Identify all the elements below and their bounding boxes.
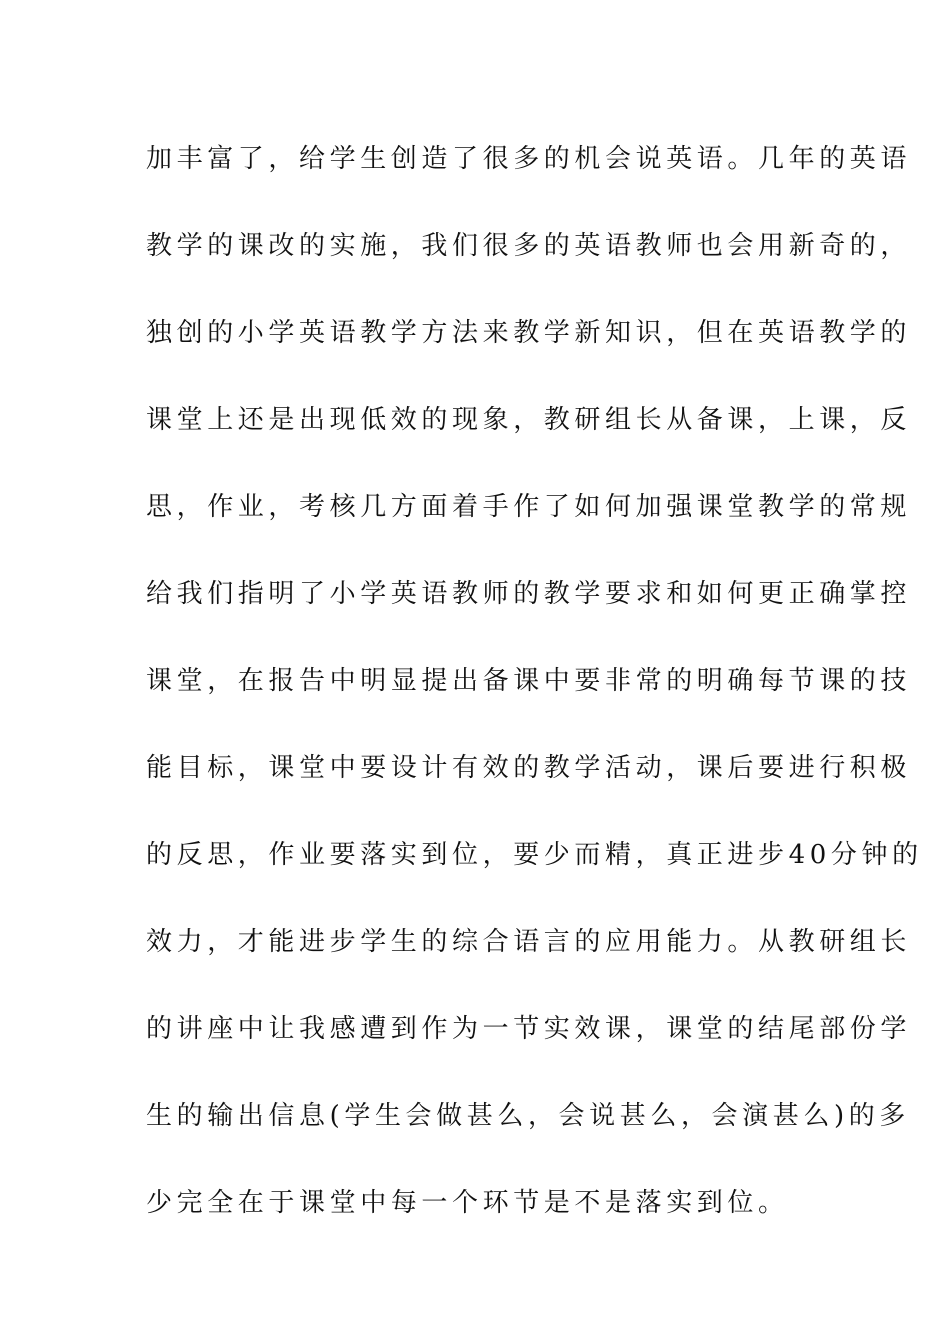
text-line: 课堂上还是出现低效的现象，教研组长从备课，上课，反 bbox=[146, 405, 912, 435]
text-line: 给我们指明了小学英语教师的教学要求和如何更正确掌控 bbox=[146, 579, 912, 609]
text-line: 能目标，课堂中要设计有效的教学活动，课后要进行积极 bbox=[146, 753, 912, 783]
text-line: 的讲座中让我感遭到作为一节实效课，课堂的结尾部份学 bbox=[146, 1014, 912, 1044]
text-line: 效力，才能进步学生的综合语言的应用能力。从教研组长 bbox=[146, 927, 912, 957]
text-line: 的反思，作业要落实到位，要少而精，真正进步40分钟的 bbox=[146, 840, 923, 870]
text-line: 独创的小学英语教学方法来教学新知识，但在英语教学的 bbox=[146, 318, 912, 348]
text-line: 加丰富了，给学生创造了很多的机会说英语。几年的英语 bbox=[146, 144, 912, 174]
text-line: 思，作业，考核几方面着手作了如何加强课堂教学的常规 bbox=[146, 492, 912, 522]
text-line: 少完全在于课堂中每一个环节是不是落实到位。 bbox=[146, 1188, 789, 1218]
text-line: 教学的课改的实施，我们很多的英语教师也会用新奇的， bbox=[146, 231, 912, 261]
body-paragraph bbox=[146, 130, 923, 1261]
text-line: 生的输出信息(学生会做甚么，会说甚么，会演甚么)的多 bbox=[146, 1101, 910, 1131]
text-line: 课堂，在报告中明显提出备课中要非常的明确每节课的技 bbox=[146, 666, 912, 696]
